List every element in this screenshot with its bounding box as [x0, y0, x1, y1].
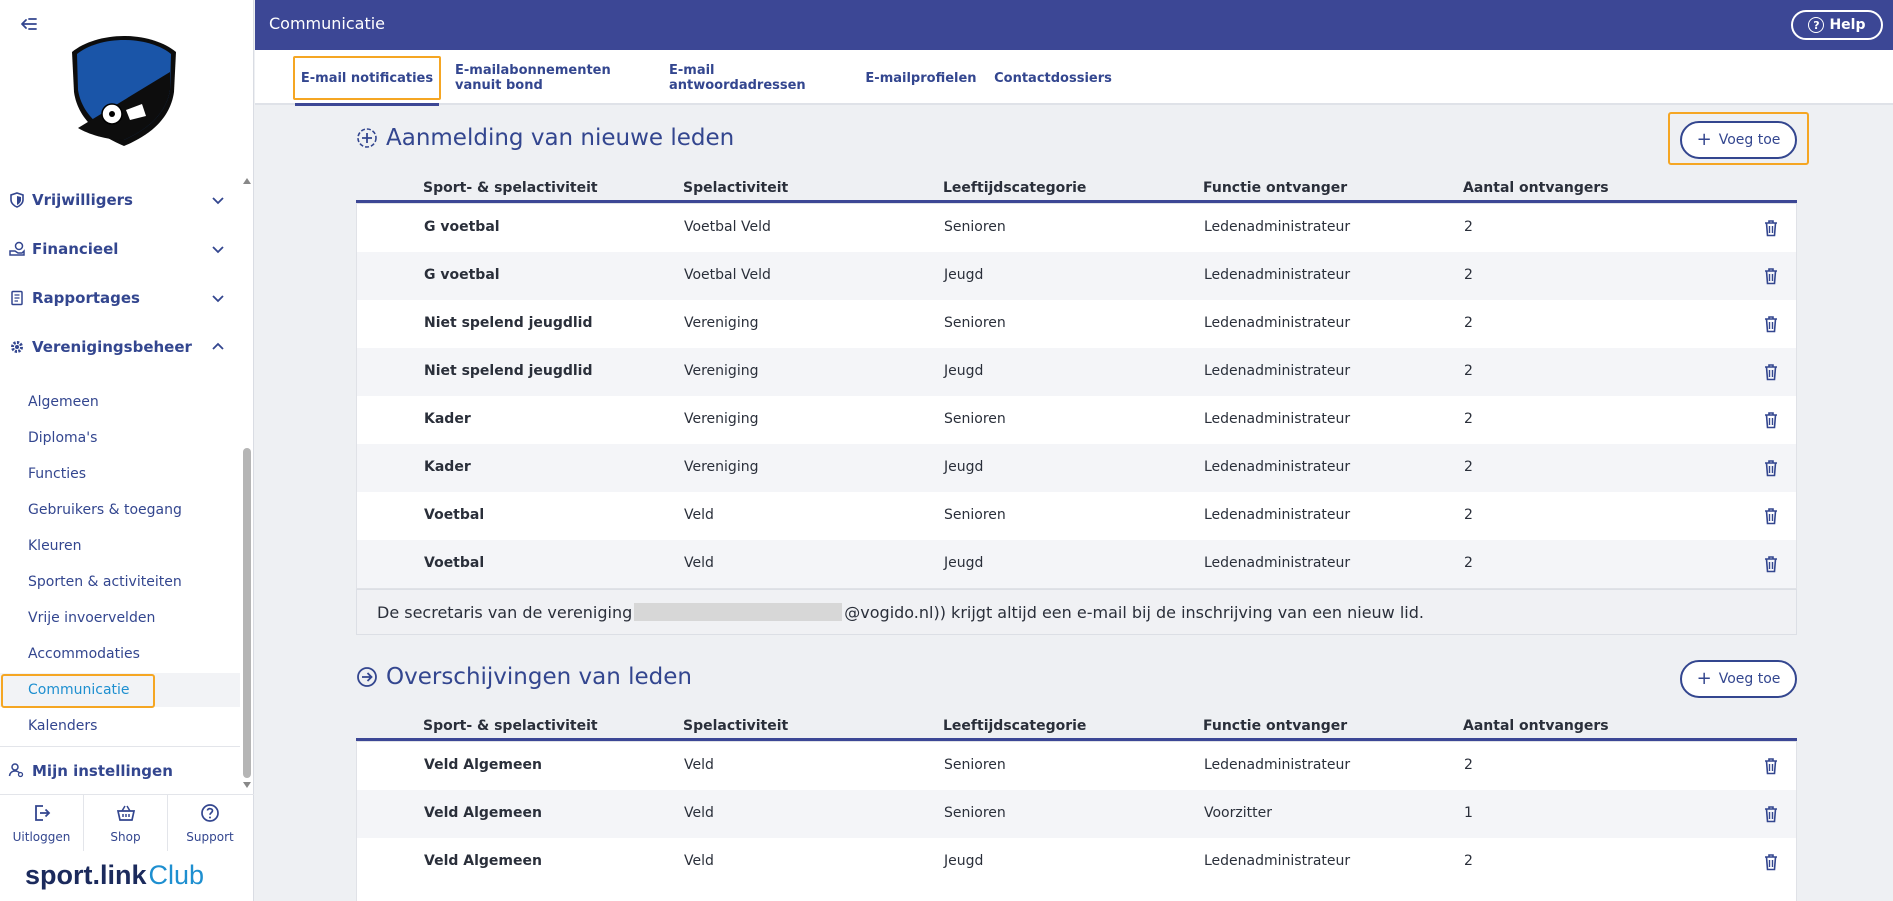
tab-email-notificaties[interactable]	[293, 56, 441, 100]
tab-contactdossiers[interactable]	[993, 56, 1113, 100]
functie-cell: Ledenadministrateur	[1204, 363, 1351, 379]
user-settings-icon	[8, 762, 26, 780]
section-title-text: Aanmelding van nieuwe leden	[386, 125, 735, 151]
brand-part-2: Club	[148, 860, 205, 890]
table-row[interactable]	[357, 742, 1796, 790]
column-header: Sport- & spelactiviteit	[423, 718, 598, 734]
collapse-sidebar-icon[interactable]	[19, 14, 39, 34]
aantal-cell: 2	[1464, 507, 1473, 523]
trash-icon[interactable]	[1762, 218, 1780, 238]
aantal-cell: 2	[1464, 219, 1473, 235]
aantal-cell: 2	[1464, 315, 1473, 331]
trash-icon[interactable]	[1762, 506, 1780, 526]
chevron-down-icon	[208, 190, 228, 210]
support-button[interactable]	[168, 795, 252, 851]
leeftijd-cell: Senioren	[944, 411, 1006, 427]
column-header: Leeftijdscategorie	[943, 718, 1087, 734]
voeg-toe-button-overschrijvingen[interactable]	[1680, 660, 1797, 698]
scroll-up-icon[interactable]	[243, 178, 251, 184]
spelactiviteit-cell: Veld	[684, 805, 714, 821]
sidebar-section-label: Financieel	[32, 240, 119, 258]
table-row[interactable]	[357, 348, 1796, 396]
logout-label: Uitloggen	[12, 829, 71, 844]
sidebar-item-functies[interactable]	[0, 457, 240, 491]
aantal-cell: 2	[1464, 757, 1473, 773]
spelactiviteit-cell: Vereniging	[684, 411, 759, 427]
shield-heart-icon	[8, 191, 26, 209]
voeg-toe-button-aanmelding[interactable]	[1680, 121, 1797, 159]
trash-icon[interactable]	[1762, 410, 1780, 430]
functie-cell: Ledenadministrateur	[1204, 757, 1351, 773]
functie-cell: Ledenadministrateur	[1204, 267, 1351, 283]
functie-cell: Ledenadministrateur	[1204, 853, 1351, 869]
functie-cell: Ledenadministrateur	[1204, 555, 1351, 571]
support-label: Support	[186, 829, 234, 844]
chevron-up-icon	[208, 337, 228, 357]
note-text-after: @vogido.nl)) krijgt altijd een e-mail bij de inschrijving van een nieuw lid.	[844, 602, 1424, 622]
sidebar	[0, 0, 254, 901]
sidebar-section-mijn-instellingen[interactable]	[0, 746, 240, 794]
table-row[interactable]	[357, 252, 1796, 300]
trash-icon[interactable]	[1762, 852, 1780, 872]
leeftijd-cell: Jeugd	[944, 853, 984, 869]
column-header: Aantal ontvangers	[1463, 180, 1609, 196]
sport-cell: Kader	[424, 411, 471, 427]
trash-icon[interactable]	[1762, 804, 1780, 824]
plus-icon: +	[1696, 668, 1712, 689]
column-header: Sport- & spelactiviteit	[423, 180, 598, 196]
sidebar-section-label: Vrijwilligers	[32, 191, 133, 209]
functie-cell: Ledenadministrateur	[1204, 459, 1351, 475]
tab-label: Contactdossiers	[994, 70, 1112, 86]
aantal-cell: 2	[1464, 853, 1473, 869]
scroll-down-icon[interactable]	[243, 782, 251, 788]
column-header: Functie ontvanger	[1203, 718, 1348, 734]
sidebar-item-diplomas[interactable]	[0, 421, 240, 455]
aantal-cell: 2	[1464, 459, 1473, 475]
sidebar-item-gebruikers-toegang[interactable]	[0, 493, 240, 527]
table-row[interactable]	[357, 540, 1796, 588]
column-header: Aantal ontvangers	[1463, 718, 1609, 734]
scrollbar-thumb[interactable]	[243, 448, 251, 778]
help-circle-icon	[200, 803, 220, 827]
column-header: Leeftijdscategorie	[943, 180, 1087, 196]
sidebar-section-label: Mijn instellingen	[32, 761, 173, 780]
sport-cell: G voetbal	[424, 219, 500, 235]
tab-label: E-mailprofielen	[865, 70, 977, 86]
leeftijd-cell: Jeugd	[944, 555, 984, 571]
chevron-down-icon	[208, 288, 228, 308]
trash-icon[interactable]	[1762, 266, 1780, 286]
leeftijd-cell: Senioren	[944, 219, 1006, 235]
aantal-cell: 2	[1464, 555, 1473, 571]
column-header: Spelactiviteit	[683, 718, 789, 734]
club-logo	[66, 32, 182, 150]
functie-cell: Ledenadministrateur	[1204, 411, 1351, 427]
leeftijd-cell: Jeugd	[944, 459, 984, 475]
spelactiviteit-cell: Voetbal Veld	[684, 267, 771, 283]
table-row[interactable]	[357, 396, 1796, 444]
sidebar-item-kleuren[interactable]	[0, 529, 240, 563]
sidebar-section-verenigingsbeheer[interactable]	[0, 323, 240, 371]
gear-icon	[8, 338, 26, 356]
help-icon: ?	[1808, 17, 1824, 33]
sidebar-item-label: Sporten & activiteiten	[28, 574, 182, 590]
leeftijd-cell: Senioren	[944, 507, 1006, 523]
spelactiviteit-cell: Vereniging	[684, 363, 759, 379]
spelactiviteit-cell: Veld	[684, 853, 714, 869]
spelactiviteit-cell: Veld	[684, 757, 714, 773]
table-row[interactable]	[357, 204, 1796, 252]
table-row[interactable]	[357, 300, 1796, 348]
logout-icon	[32, 803, 52, 827]
table-row[interactable]	[357, 492, 1796, 540]
sport-cell: Veld Algemeen	[424, 853, 542, 869]
add-button-label: Voeg toe	[1718, 671, 1781, 687]
table-row[interactable]	[357, 838, 1796, 886]
secretary-note	[356, 589, 1797, 635]
tab-emailabonnementen[interactable]	[455, 56, 655, 100]
sport-cell: Voetbal	[424, 555, 485, 571]
sidebar-item-vrije-invoervelden[interactable]	[0, 601, 240, 635]
sport-cell: Kader	[424, 459, 471, 475]
sidebar-item-kalenders[interactable]	[0, 709, 240, 743]
table-aanmelding	[356, 203, 1797, 589]
sport-cell: Veld Algemeen	[424, 805, 542, 821]
sportlink-club-logo	[25, 860, 204, 894]
trash-icon[interactable]	[1762, 458, 1780, 478]
sport-cell: G voetbal	[424, 267, 500, 283]
hand-coin-icon	[8, 240, 26, 258]
spelactiviteit-cell: Voetbal Veld	[684, 219, 771, 235]
active-item-highlight	[1, 674, 155, 708]
redacted-email	[634, 603, 842, 621]
trash-icon[interactable]	[1762, 314, 1780, 334]
functie-cell: Ledenadministrateur	[1204, 315, 1351, 331]
sidebar-section-rapportages[interactable]	[0, 274, 240, 322]
help-button[interactable]	[1791, 10, 1883, 40]
sidebar-scrollbar[interactable]	[241, 176, 253, 790]
trash-icon[interactable]	[1762, 362, 1780, 382]
sidebar-item-label: Gebruikers & toegang	[28, 502, 182, 518]
functie-cell: Ledenadministrateur	[1204, 507, 1351, 523]
sport-cell: Niet spelend jeugdlid	[424, 363, 593, 379]
sidebar-bottom-bar	[0, 794, 254, 850]
spelactiviteit-cell: Vereniging	[684, 315, 759, 331]
basket-icon	[116, 803, 136, 827]
tab-label: E-mail notificaties	[300, 70, 434, 86]
section-title-overschrijvingen	[356, 664, 692, 690]
sidebar-item-accommodaties[interactable]	[0, 637, 240, 671]
column-header: Functie ontvanger	[1203, 180, 1348, 196]
table-overschrijvingen	[356, 741, 1797, 901]
leeftijd-cell: Jeugd	[944, 363, 984, 379]
trash-icon[interactable]	[1762, 554, 1780, 574]
brand-part-1: sport.link	[25, 860, 147, 890]
report-icon	[8, 289, 26, 307]
leeftijd-cell: Senioren	[944, 805, 1006, 821]
sidebar-section-vrijwilligers[interactable]	[0, 176, 240, 224]
tab-bar	[255, 50, 1893, 105]
sidebar-item-label: Algemeen	[28, 394, 99, 410]
user-plus-circle-icon	[356, 127, 378, 149]
sidebar-item-label: Vrije invoervelden	[28, 610, 156, 626]
sport-cell: Niet spelend jeugdlid	[424, 315, 593, 331]
sport-cell: Voetbal	[424, 507, 485, 523]
table-row[interactable]	[357, 790, 1796, 838]
functie-cell: Ledenadministrateur	[1204, 219, 1351, 235]
sidebar-section-financieel[interactable]	[0, 225, 240, 273]
sidebar-item-label: Kalenders	[28, 718, 98, 734]
leeftijd-cell: Senioren	[944, 757, 1006, 773]
spelactiviteit-cell: Vereniging	[684, 459, 759, 475]
functie-cell: Voorzitter	[1204, 805, 1272, 821]
plus-icon: +	[1696, 129, 1712, 150]
aantal-cell: 1	[1464, 805, 1473, 821]
aantal-cell: 2	[1464, 411, 1473, 427]
sidebar-item-label: Functies	[28, 466, 87, 482]
aantal-cell: 2	[1464, 363, 1473, 379]
sidebar-item-label: Communicatie	[28, 682, 130, 698]
sidebar-item-label: Kleuren	[28, 538, 82, 554]
sidebar-section-label: Verenigingsbeheer	[32, 338, 192, 356]
tab-email-antwoordadressen[interactable]	[669, 56, 849, 100]
sidebar-item-label: Accommodaties	[28, 646, 140, 662]
spelactiviteit-cell: Veld	[684, 555, 714, 571]
leeftijd-cell: Senioren	[944, 315, 1006, 331]
note-text-before: De secretaris van de vereniging	[377, 602, 633, 622]
table-row[interactable]	[357, 444, 1796, 492]
sidebar-item-label: Diploma's	[28, 430, 98, 446]
arrow-right-circle-icon	[356, 666, 378, 688]
top-bar	[255, 0, 1893, 50]
logout-button[interactable]	[0, 795, 84, 851]
column-header: Spelactiviteit	[683, 180, 789, 196]
sidebar-item-algemeen[interactable]	[0, 385, 240, 419]
shop-label: Shop	[110, 829, 141, 844]
shop-button[interactable]	[84, 795, 168, 851]
tab-emailprofielen[interactable]	[861, 56, 981, 100]
sidebar-item-sporten-activiteiten[interactable]	[0, 565, 240, 599]
tab-label: E-mail antwoordadressen	[669, 63, 806, 93]
help-label: Help	[1829, 17, 1866, 33]
tab-label: E-mailabonnementen vanuit bond	[455, 63, 611, 93]
sport-cell: Veld Algemeen	[424, 757, 542, 773]
page-title: Communicatie	[269, 14, 386, 33]
sidebar-section-label: Rapportages	[32, 289, 140, 307]
aantal-cell: 2	[1464, 267, 1473, 283]
spelactiviteit-cell: Veld	[684, 507, 714, 523]
trash-icon[interactable]	[1762, 756, 1780, 776]
leeftijd-cell: Jeugd	[944, 267, 984, 283]
section-title-aanmelding	[356, 125, 734, 151]
add-button-label: Voeg toe	[1718, 132, 1781, 148]
section-title-text: Overschijvingen van leden	[386, 664, 692, 690]
chevron-down-icon	[208, 239, 228, 259]
